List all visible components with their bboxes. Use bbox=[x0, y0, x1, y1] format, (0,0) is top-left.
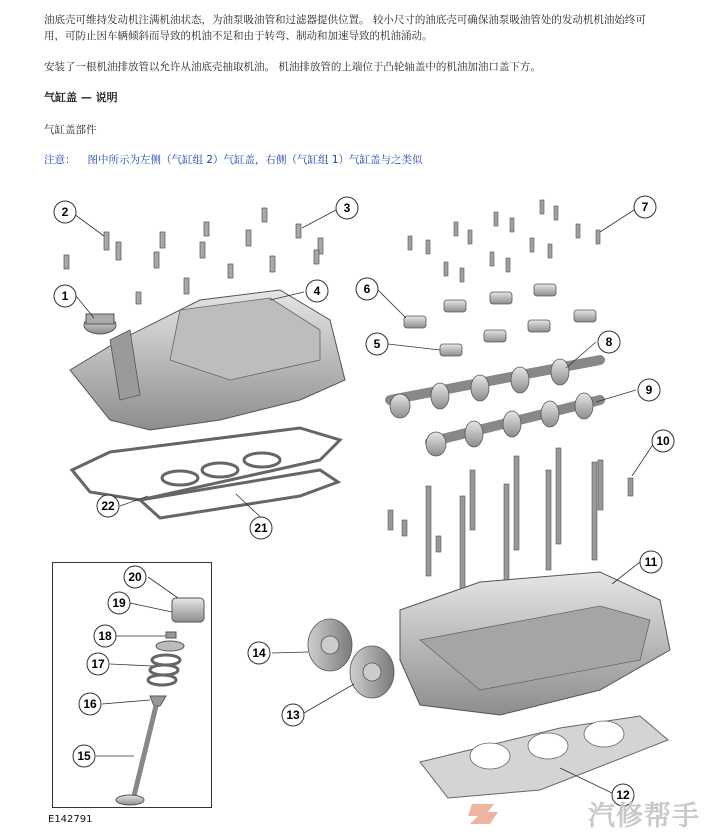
callout-label: 1 bbox=[61, 289, 69, 303]
section-title: 气缸盖 — 说明 bbox=[44, 91, 118, 104]
callout-22 bbox=[97, 495, 119, 517]
figure-id: E142791 bbox=[48, 814, 93, 825]
callout-13 bbox=[282, 704, 304, 726]
callout-label: 12 bbox=[616, 788, 630, 802]
callout-label: 14 bbox=[252, 646, 266, 660]
callout-16 bbox=[79, 693, 101, 715]
camshaft-bearing-caps bbox=[404, 284, 596, 356]
callout-7 bbox=[634, 196, 656, 218]
note-text: 图中所示为左侧（气缸组 2）气缸盖，右侧（气缸组 1）气缸盖与之类似 bbox=[87, 154, 423, 166]
callout-9 bbox=[638, 379, 660, 401]
callout-label: 20 bbox=[128, 570, 142, 584]
callout-11 bbox=[640, 551, 662, 573]
cylinder-head-exploded-diagram bbox=[0, 180, 706, 835]
callout-14 bbox=[248, 642, 270, 664]
callout-label: 17 bbox=[91, 657, 105, 671]
callout-label: 18 bbox=[98, 629, 112, 643]
callout-label: 10 bbox=[656, 434, 670, 448]
callout-21 bbox=[250, 517, 272, 539]
note bbox=[44, 152, 664, 168]
callout-20 bbox=[124, 566, 146, 588]
callout-label: 8 bbox=[605, 335, 613, 349]
callout-label: 9 bbox=[645, 383, 653, 397]
callout-label: 16 bbox=[83, 697, 97, 711]
watermark-logo-icon bbox=[468, 798, 502, 828]
camshaft-cover bbox=[70, 290, 345, 430]
intro-paragraph: 油底壳可维持发动机注满机油状态，为油泵吸油管和过滤器提供位置。 较小尺寸的油底壳可确保油泵吸油管处的发动机机油始终可用，可防止因车辆倾斜而导致的机油不足和由于转弯、制动和加速导致的机油涌动。 bbox=[44, 14, 646, 42]
callout-6 bbox=[356, 278, 378, 300]
callout-label: 2 bbox=[61, 205, 69, 219]
callout-15 bbox=[73, 745, 95, 767]
callout-label: 13 bbox=[286, 708, 300, 722]
callout-label: 4 bbox=[313, 284, 321, 298]
callouts bbox=[54, 196, 674, 806]
callout-label: 3 bbox=[343, 201, 351, 215]
callout-label: 19 bbox=[112, 596, 126, 610]
callout-18 bbox=[94, 625, 116, 647]
watermark-text: 汽修帮手 bbox=[588, 801, 700, 832]
callout-17 bbox=[87, 653, 109, 675]
note-label: 注意： bbox=[44, 154, 76, 166]
callout-label: 5 bbox=[373, 337, 381, 351]
cylinder-head bbox=[400, 572, 670, 715]
bearing-cap-bolts bbox=[408, 200, 600, 282]
cylinder-head-bolts bbox=[388, 448, 633, 590]
exhaust-camshaft bbox=[426, 393, 600, 456]
callout-label: 15 bbox=[77, 749, 91, 763]
callout-4 bbox=[306, 280, 328, 302]
callout-1 bbox=[54, 285, 76, 307]
callout-label: 6 bbox=[363, 282, 371, 296]
callout-label: 11 bbox=[644, 555, 658, 569]
drain-tube-paragraph: 安装了一根机油排放管以允许从油底壳抽取机油。 机油排放管的上端位于凸轮轴盖中的机油加油口盖下方。 bbox=[44, 61, 541, 73]
callout-8 bbox=[598, 331, 620, 353]
callout-3 bbox=[336, 197, 358, 219]
callout-label: 7 bbox=[641, 200, 649, 214]
oil-filler-cap bbox=[84, 314, 116, 334]
callout-5 bbox=[366, 333, 388, 355]
callout-2 bbox=[54, 201, 76, 223]
callout-label: 22 bbox=[101, 499, 115, 513]
subsection-title: 气缸盖部件 bbox=[44, 124, 97, 136]
callout-label: 21 bbox=[254, 521, 268, 535]
callout-10 bbox=[652, 430, 674, 452]
cover-bolts bbox=[61, 208, 323, 304]
callout-19 bbox=[108, 592, 130, 614]
cylinder-head-gasket bbox=[420, 716, 668, 798]
